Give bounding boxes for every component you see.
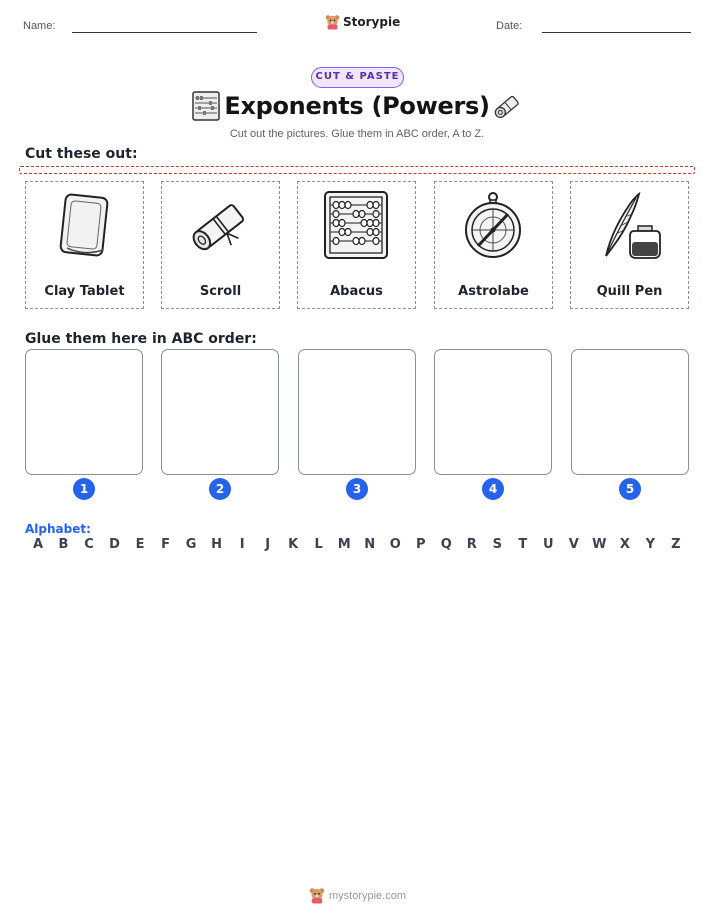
alphabet-letter: O — [389, 537, 401, 552]
glue-box-2[interactable] — [161, 349, 279, 475]
instructions: Cut out the pictures. Glue them in ABC order, A to Z. — [229, 128, 485, 140]
card-label: Astrolabe — [458, 284, 529, 299]
bear-mascot-icon — [325, 14, 340, 30]
number-badge: 1 — [73, 478, 95, 500]
brand-logo — [325, 14, 400, 30]
activity-badge: CUT & PASTE — [311, 67, 404, 88]
number-badge: 2 — [209, 478, 231, 500]
alphabet-letter: S — [492, 537, 502, 552]
alphabet-letter: D — [109, 537, 120, 552]
quill-pen-icon — [594, 190, 664, 262]
alphabet-letter: M — [337, 537, 351, 552]
alphabet-letter: J — [265, 537, 271, 552]
alphabet-letter: Y — [645, 537, 656, 552]
bear-mascot-icon — [309, 887, 325, 904]
alphabet-letter: C — [84, 537, 94, 552]
clay-tablet-icon — [49, 190, 119, 262]
glue-box-3[interactable] — [298, 349, 416, 475]
cut-line — [19, 166, 695, 174]
glue-heading: Glue them here in ABC order: — [25, 331, 257, 347]
alphabet-letter: T — [518, 537, 528, 552]
alphabet-letter: X — [619, 537, 630, 552]
alphabet-letter: A — [32, 537, 44, 552]
alphabet-letter: Q — [440, 537, 452, 552]
alphabet-letter: W — [592, 537, 607, 552]
page-title: Exponents (Powers) — [224, 92, 490, 120]
alphabet-letter: Z — [671, 537, 681, 552]
alphabet-letter: H — [211, 537, 223, 552]
footer — [309, 887, 406, 904]
alphabet-letter: I — [239, 537, 245, 552]
card-label: Abacus — [330, 284, 383, 299]
number-badge: 4 — [482, 478, 504, 500]
alphabet-letter: B — [58, 537, 69, 552]
glue-box-4[interactable] — [434, 349, 552, 475]
alphabet-letter: F — [161, 537, 171, 552]
date-line[interactable] — [542, 32, 691, 33]
footer-url[interactable]: mystorypie.com — [329, 889, 407, 902]
alphabet-row — [27, 537, 687, 552]
date-label: Date: — [496, 20, 523, 32]
scroll-icon — [185, 190, 255, 262]
glue-box-1[interactable] — [25, 349, 143, 475]
alphabet-label: Alphabet: — [25, 522, 91, 536]
alphabet-letter: E — [135, 537, 145, 552]
glue-box-5[interactable] — [571, 349, 689, 475]
name-label: Name: — [23, 20, 56, 32]
card-clay-tablet[interactable] — [25, 181, 144, 309]
alphabet-letter: L — [314, 537, 323, 552]
card-scroll[interactable] — [161, 181, 280, 309]
alphabet-letter: G — [185, 537, 197, 552]
cut-heading: Cut these out: — [25, 146, 138, 162]
alphabet-letter: R — [466, 537, 477, 552]
astrolabe-icon — [458, 190, 528, 262]
abacus-icon — [321, 190, 391, 262]
card-abacus[interactable] — [297, 181, 416, 309]
alphabet-letter: U — [543, 537, 554, 552]
alphabet-letter: P — [415, 537, 426, 552]
card-label: Clay Tablet — [44, 284, 125, 299]
name-line[interactable] — [72, 32, 257, 33]
alphabet-letter: V — [568, 537, 579, 552]
card-astrolabe[interactable] — [434, 181, 553, 309]
scroll-title-icon — [492, 90, 524, 122]
card-quill-pen[interactable] — [570, 181, 689, 309]
number-badge: 5 — [619, 478, 641, 500]
alphabet-letter: N — [364, 537, 376, 552]
brand-name: Storypie — [343, 15, 401, 29]
number-badge: 3 — [346, 478, 368, 500]
alphabet-letter: K — [288, 537, 299, 552]
card-label: Scroll — [199, 284, 242, 299]
card-label: Quill Pen — [596, 284, 663, 299]
